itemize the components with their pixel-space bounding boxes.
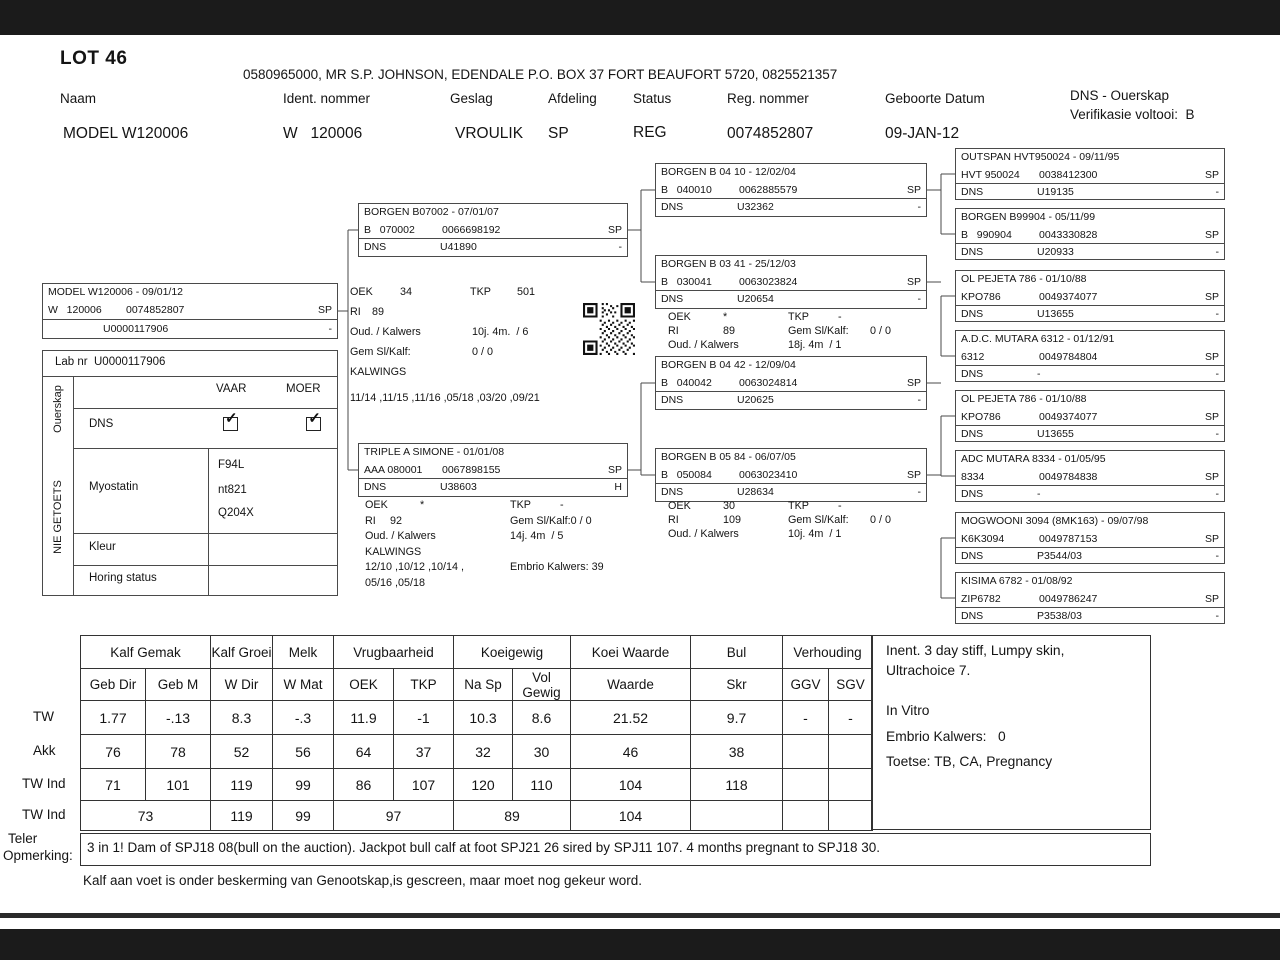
ggp6-sp-flag: SP <box>1204 470 1219 483</box>
ggp4-id: 6312 <box>961 350 985 363</box>
row-label-tw-ind: TW Ind <box>22 776 66 791</box>
cell: 97 <box>334 801 454 831</box>
sire-number: 0066698192 <box>442 223 501 236</box>
ggp3-number: 0049374077 <box>1039 290 1098 303</box>
lab-panel <box>42 350 338 596</box>
ri-label: RI <box>365 514 376 527</box>
pedigree-box-gp1 <box>655 163 927 217</box>
cell: 56 <box>273 735 334 769</box>
oek-value: 30 <box>723 500 736 512</box>
oud-kalwers-value: 18j. 4m / 1 <box>788 339 842 351</box>
cell <box>783 769 829 801</box>
pedigree-box-ggp6 <box>955 450 1225 502</box>
label-status: Status <box>633 91 672 106</box>
kalwings-dates-2: 05/16 ,05/18 <box>365 576 426 589</box>
vaar-dns-checkbox-checked-icon <box>223 410 238 431</box>
cell: 52 <box>211 735 273 769</box>
gp4-stats <box>668 500 898 542</box>
embrio-kalwers: Embrio Kalwers: 39 <box>510 561 604 573</box>
oud-kalwers-label: Oud. / Kalwers <box>668 339 739 351</box>
cell: 11.9 <box>334 701 394 735</box>
sire-sp-flag: SP <box>607 223 622 236</box>
dns-label: DNS <box>661 293 684 305</box>
animal-dash-flag: - <box>328 322 332 335</box>
cell: 46 <box>571 735 691 769</box>
label-dns-ouerskap: DNS - Ouerskap <box>1070 88 1170 103</box>
oek-label: OEK <box>668 311 691 323</box>
myostatin-label: Myostatin <box>89 481 139 493</box>
label-geslag: Geslag <box>450 91 493 106</box>
ggp3-id: KPO786 <box>961 290 1001 303</box>
gp1-dns-value: U32362 <box>737 201 774 213</box>
oud-kalwers-label: Oud. / Kalwers <box>365 530 436 542</box>
gp4-dns-value: U28634 <box>737 486 774 498</box>
gp2-dash-flag: - <box>917 293 921 305</box>
value-reg-nommer: 0074852807 <box>727 125 814 142</box>
dns-label: DNS <box>661 201 684 213</box>
dam-dns-value: U38603 <box>440 481 477 493</box>
ggp7-sp-flag: SP <box>1204 532 1219 545</box>
value-naam: MODEL W120006 <box>63 125 189 142</box>
gp3-dash-flag: - <box>917 394 921 406</box>
ggp1-number: 0038412300 <box>1039 168 1098 181</box>
pedigree-box-animal <box>42 283 338 339</box>
animal-id: W 120006 <box>48 304 102 316</box>
ggp8-dash-flag: - <box>1215 610 1219 622</box>
kalwings-dates-1: 12/10 ,10/12 ,10/14 , <box>365 561 465 573</box>
ggp6-id: 8334 <box>961 470 985 483</box>
ggp8-id: ZIP6782 <box>961 592 1001 605</box>
divider <box>43 376 337 377</box>
ggp3-dash-flag: - <box>1215 308 1219 320</box>
ggp5-dash-flag: - <box>1215 428 1219 440</box>
ggp7-dash-flag: - <box>1215 550 1219 562</box>
opmerking-label: Opmerking: <box>3 848 73 863</box>
dns-row-label: DNS <box>89 418 114 430</box>
ggp8-sp-flag: SP <box>1204 592 1219 605</box>
gp3-sp-flag: SP <box>906 376 921 389</box>
animal-number: 0074852807 <box>126 304 185 316</box>
animal-dns-value: U0000117906 <box>103 322 169 335</box>
bottom-rule <box>0 913 1280 918</box>
in-vitro-line: In Vitro <box>886 703 930 718</box>
oek-label: OEK <box>668 500 691 512</box>
ggp7-dns-value: P3544/03 <box>1037 550 1082 562</box>
gem-sl-kalf-value: 0 / 0 <box>870 514 892 526</box>
ggp4-name: A.D.C. MUTARA 6312 - 01/12/91 <box>961 333 1115 345</box>
group-koei-waarde: Koei Waarde <box>571 636 691 669</box>
ggp5-name: OL PEJETA 786 - 01/10/88 <box>961 393 1087 405</box>
gem-sl-kalf-label: Gem Sl/Kalf: <box>788 325 849 337</box>
value-geboorte-datum: 09-JAN-12 <box>885 125 960 142</box>
kleur-label: Kleur <box>89 541 116 553</box>
gp3-dns-value: U20625 <box>737 394 774 406</box>
divider <box>73 533 337 534</box>
oud-kalwers-value: 10j. 4m. / 6 <box>472 326 529 338</box>
cell: 1.77 <box>81 701 146 735</box>
cell: 99 <box>273 801 334 831</box>
cell: - <box>783 701 829 735</box>
teler-remark-box <box>80 833 1151 866</box>
myostatin-value-3: Q204X <box>218 507 254 519</box>
ggp6-number: 0049784838 <box>1039 470 1098 483</box>
group-koeigewig: Koeigewig <box>454 636 571 669</box>
group-verhouding: Verhouding <box>783 636 873 669</box>
cell <box>783 735 829 769</box>
pedigree-box-gp3 <box>655 356 927 410</box>
myostatin-value-1: F94L <box>218 459 245 471</box>
ri-value: 92 <box>390 514 403 527</box>
ggp1-name: OUTSPAN HVT950024 - 09/11/95 <box>961 151 1120 163</box>
label-geboorte-datum: Geboorte Datum <box>885 91 985 106</box>
tkp-value: - <box>838 500 842 512</box>
col-sgv: SGV <box>829 669 873 701</box>
ggp1-sp-flag: SP <box>1204 168 1219 181</box>
dns-label: DNS <box>961 308 984 320</box>
cell: 76 <box>81 735 146 769</box>
gem-sl-kalf-label: Gem Sl/Kalf: <box>788 514 849 526</box>
cell: 71 <box>81 769 146 801</box>
pedigree-box-gp4 <box>655 448 927 502</box>
value-afdeling: SP <box>548 125 569 142</box>
vaar-label: VAAR <box>216 383 247 395</box>
cell: 110 <box>513 769 571 801</box>
ri-label: RI <box>668 325 679 337</box>
cell <box>829 769 873 801</box>
ggp6-name: ADC MUTARA 8334 - 01/05/95 <box>961 453 1106 465</box>
ggp2-dns-value: U20933 <box>1037 246 1074 258</box>
group-bul: Bul <box>691 636 783 669</box>
cell: 9.7 <box>691 701 783 735</box>
cell: 78 <box>146 735 211 769</box>
ggp8-dns-value: P3538/03 <box>1037 610 1082 622</box>
pedigree-box-ggp7 <box>955 512 1225 564</box>
label-naam: Naam <box>60 91 97 106</box>
oek-label: OEK <box>350 286 373 298</box>
dam-h-flag: H <box>614 481 622 493</box>
ggp2-number: 0043330828 <box>1039 228 1098 241</box>
gp4-dash-flag: - <box>917 486 921 498</box>
moer-label: MOER <box>286 383 321 395</box>
ri-label: RI <box>668 514 679 526</box>
pedigree-box-gp2 <box>655 255 927 309</box>
cell: 73 <box>81 801 211 831</box>
check-icon: ✓ <box>308 410 321 427</box>
dns-label: DNS <box>961 186 984 198</box>
gp4-name: BORGEN B 05 84 - 06/07/05 <box>661 451 796 463</box>
gp2-name: BORGEN B 03 41 - 25/12/03 <box>661 258 796 270</box>
cell: 8.6 <box>513 701 571 735</box>
sire-dns-value: U41890 <box>440 241 477 253</box>
tw-ind-row <box>81 769 873 801</box>
ggp2-dash-flag: - <box>1215 246 1219 258</box>
ggp3-sp-flag: SP <box>1204 290 1219 303</box>
tkp-label: TKP <box>788 311 809 323</box>
teler-label: Teler <box>8 831 38 846</box>
cell <box>691 801 783 831</box>
ggp1-dash-flag: - <box>1215 186 1219 198</box>
oek-value: * <box>723 311 728 323</box>
divider <box>208 448 209 595</box>
pedigree-box-sire <box>358 203 628 257</box>
gp3-id: B 040042 <box>661 376 712 389</box>
ggp1-id: HVT 950024 <box>961 168 1020 181</box>
kalwings-label: KALWINGS <box>350 366 407 378</box>
cell: - <box>829 701 873 735</box>
sire-id: B 070002 <box>364 223 415 236</box>
cell: 89 <box>454 801 571 831</box>
cell: 120 <box>454 769 513 801</box>
cell: -.3 <box>273 701 334 735</box>
tkp-value: - <box>838 311 842 323</box>
animal-name: MODEL W120006 - 09/01/12 <box>48 286 184 298</box>
ri-value: 89 <box>372 306 385 318</box>
ggp8-number: 0049786247 <box>1039 592 1098 605</box>
cell: -.13 <box>146 701 211 735</box>
col-na-sp: Na Sp <box>454 669 513 701</box>
tkp-label: TKP <box>788 500 809 512</box>
col-oek: OEK <box>334 669 394 701</box>
nie-getoets-vertical-label: NIE GETOETS <box>52 480 64 554</box>
ggp1-dns-value: U19135 <box>1037 186 1074 198</box>
tkp-value: - <box>560 499 564 511</box>
pedigree-box-dam <box>358 443 628 497</box>
oud-kalwers-value: 14j. 4m / 5 <box>510 530 564 542</box>
ggp7-id: K6K3094 <box>961 532 1005 545</box>
value-ident-nommer: W 120006 <box>283 125 363 142</box>
dam-id: AAA 080001 <box>364 463 423 476</box>
oek-label: OEK <box>365 499 388 511</box>
gp2-number: 0063023824 <box>739 275 798 288</box>
ebv-table-wrap <box>80 635 873 831</box>
group-vrugbaarheid: Vrugbaarheid <box>334 636 454 669</box>
inent-line-2: Ultrachoice 7. <box>886 663 971 678</box>
akk-row <box>81 735 873 769</box>
lab-nr: Lab nr U0000117906 <box>55 356 166 368</box>
ggp5-number: 0049374077 <box>1039 410 1098 423</box>
lot-title: LOT 46 <box>60 48 128 69</box>
info-panel <box>871 635 1151 830</box>
ggp3-dns-value: U13655 <box>1037 308 1074 320</box>
dns-label: DNS <box>961 550 984 562</box>
ggp7-name: MOGWOONI 3094 (8MK163) - 09/07/98 <box>961 515 1149 527</box>
oud-kalwers-value: 10j. 4m / 1 <box>788 528 842 540</box>
gp1-sp-flag: SP <box>906 183 921 196</box>
inent-line-1: Inent. 3 day stiff, Lumpy skin, <box>886 643 1065 658</box>
label-ident-nommer: Ident. nommer <box>283 91 371 106</box>
cell <box>829 735 873 769</box>
tkp-label: TKP <box>510 499 531 511</box>
embrio-kalwers-line: Embrio Kalwers: 0 <box>886 729 1006 744</box>
animal-sp-flag: SP <box>317 304 332 316</box>
cell <box>783 801 829 831</box>
ri-label: RI <box>350 306 361 318</box>
cell: 99 <box>273 769 334 801</box>
cell: 119 <box>211 769 273 801</box>
gem-sl-kalf-value: 0 / 0 <box>870 325 892 337</box>
dam-number: 0067898155 <box>442 463 501 476</box>
divider <box>73 565 337 566</box>
col-w-mat: W Mat <box>273 669 334 701</box>
top-black-bar <box>0 0 1280 35</box>
cell: 38 <box>691 735 783 769</box>
dns-label: DNS <box>364 481 387 493</box>
cell: -1 <box>394 701 454 735</box>
col-w-dir: W Dir <box>211 669 273 701</box>
group-kalf-gemak: Kalf Gemak <box>81 636 211 669</box>
label-verifikasie: Verifikasie voltooi: B <box>1070 107 1195 122</box>
sire-name: BORGEN B07002 - 07/01/07 <box>364 206 499 218</box>
ggp5-dns-value: U13655 <box>1037 428 1074 440</box>
ggp6-dns-value: - <box>1037 488 1041 500</box>
gem-sl-kalf-value: 0 / 0 <box>472 346 494 358</box>
ggp2-sp-flag: SP <box>1204 228 1219 241</box>
oud-kalwers-label: Oud. / Kalwers <box>668 528 739 540</box>
cell: 32 <box>454 735 513 769</box>
ggp4-number: 0049784804 <box>1039 350 1098 363</box>
gp1-id: B 040010 <box>661 183 712 196</box>
pedigree-box-ggp8 <box>955 572 1225 624</box>
gp1-dash-flag: - <box>917 201 921 213</box>
value-geslag: VROULIK <box>455 125 524 142</box>
ggp6-dash-flag: - <box>1215 488 1219 500</box>
dam-name: TRIPLE A SIMONE - 01/01/08 <box>364 446 505 458</box>
bottom-black-bar <box>0 929 1280 960</box>
seller-line: 0580965000, MR S.P. JOHNSON, EDENDALE P.O. BOX 37 FORT BEAUFORT 5720, 0825521357 <box>243 67 838 82</box>
gp2-dns-value: U20654 <box>737 293 774 305</box>
cell: 64 <box>334 735 394 769</box>
ggp5-id: KPO786 <box>961 410 1001 423</box>
gem-sl-kalf-label: Gem Sl/Kalf: <box>510 514 571 527</box>
gem-sl-kalf-label: Gem Sl/Kalf: <box>350 346 411 358</box>
cell: 37 <box>394 735 454 769</box>
cell: 10.3 <box>454 701 513 735</box>
dns-label: DNS <box>961 246 984 258</box>
cell: 30 <box>513 735 571 769</box>
toetse-line: Toetse: TB, CA, Pregnancy <box>886 754 1053 769</box>
qr-code <box>583 303 635 355</box>
dam-sp-flag: SP <box>607 463 622 476</box>
oud-kalwers-label: Oud. / Kalwers <box>350 326 421 338</box>
divider <box>73 448 337 449</box>
footer-note: Kalf aan voet is onder beskerming van Genootskap,is gescreen, maar moet nog gekeur word. <box>83 873 643 888</box>
label-afdeling: Afdeling <box>548 91 597 106</box>
col-ggv: GGV <box>783 669 829 701</box>
cell: 104 <box>571 769 691 801</box>
ri-value: 109 <box>723 514 742 526</box>
gp1-name: BORGEN B 04 10 - 12/02/04 <box>661 166 796 178</box>
kalwings-label: KALWINGS <box>365 545 422 558</box>
ggp5-sp-flag: SP <box>1204 410 1219 423</box>
ggp2-id: B 990904 <box>961 228 1012 241</box>
col-tkp: TKP <box>394 669 454 701</box>
gp3-name: BORGEN B 04 42 - 12/09/04 <box>661 359 796 371</box>
cell: 8.3 <box>211 701 273 735</box>
col-skr: Skr <box>691 669 783 701</box>
myostatin-value-2: nt821 <box>218 484 247 496</box>
ggp2-name: BORGEN B99904 - 05/11/99 <box>961 211 1096 223</box>
dns-label: DNS <box>961 428 984 440</box>
group-kalf-groei: Kalf Groei <box>211 636 273 669</box>
dam-stats <box>365 499 640 592</box>
col-vol-gewig: Vol Gewig <box>513 669 571 701</box>
dns-label: DNS <box>364 241 387 253</box>
label-reg-nommer: Reg. nommer <box>727 91 809 106</box>
tkp-label: TKP <box>470 286 491 298</box>
row-label-akk: Akk <box>33 743 56 758</box>
divider <box>73 408 337 409</box>
dns-label: DNS <box>661 394 684 406</box>
row-label-tw: TW <box>33 709 54 724</box>
col-geb-dir: Geb Dir <box>81 669 146 701</box>
ebv-table <box>80 635 873 831</box>
cell: 107 <box>394 769 454 801</box>
cell: 101 <box>146 769 211 801</box>
group-melk: Melk <box>273 636 334 669</box>
cell: 86 <box>334 769 394 801</box>
row-label-tw-ind-2: TW Ind <box>22 807 66 822</box>
ggp7-number: 0049787153 <box>1039 532 1098 545</box>
ggp8-name: KISIMA 6782 - 01/08/92 <box>961 575 1073 587</box>
dns-label: DNS <box>961 610 984 622</box>
pedigree-box-ggp1 <box>955 148 1225 200</box>
cell: 104 <box>571 801 691 831</box>
gp2-stats <box>668 311 898 353</box>
gp4-id: B 050084 <box>661 468 712 481</box>
gp3-number: 0063024814 <box>739 376 798 389</box>
gem-sl-kalf-value: 0 / 0 <box>570 514 592 527</box>
ggp4-dns-value: - <box>1037 368 1041 380</box>
gp2-id: B 030041 <box>661 275 712 288</box>
cell: 118 <box>691 769 783 801</box>
cell: 119 <box>211 801 273 831</box>
tw-row <box>81 701 873 735</box>
sire-dash-flag: - <box>618 241 622 253</box>
gp1-number: 0062885579 <box>739 183 798 196</box>
gp2-sp-flag: SP <box>906 275 921 288</box>
pedigree-box-ggp5 <box>955 390 1225 442</box>
ggp4-dash-flag: - <box>1215 368 1219 380</box>
col-geb-m: Geb M <box>146 669 211 701</box>
horing-status-label: Horing status <box>89 572 157 584</box>
col-waarde: Waarde <box>571 669 691 701</box>
ggp3-name: OL PEJETA 786 - 01/10/88 <box>961 273 1087 285</box>
pedigree-box-ggp3 <box>955 270 1225 322</box>
pedigree-box-ggp4 <box>955 330 1225 382</box>
value-status: REG <box>633 124 667 141</box>
pedigree-box-ggp2 <box>955 208 1225 260</box>
check-icon: ✓ <box>225 410 238 427</box>
gp4-sp-flag: SP <box>906 468 921 481</box>
oek-value: 34 <box>400 286 413 298</box>
cell: 21.52 <box>571 701 691 735</box>
teler-remark-text: 3 in 1! Dam of SPJ18 08(bull on the auction). Jackpot bull calf at foot SPJ21 26 sired by SPJ11 107. 4 months pregnant to SPJ18 30. <box>87 840 880 855</box>
moer-dns-checkbox-checked-icon <box>306 410 321 431</box>
kalwings-dates: 11/14 ,11/15 ,11/16 ,05/18 ,03/20 ,09/21 <box>350 392 540 404</box>
cell <box>829 801 873 831</box>
gp4-number: 0063023410 <box>739 468 798 481</box>
tkp-value: 501 <box>517 286 536 298</box>
dns-label: DNS <box>961 368 984 380</box>
tw-ind-group-row <box>81 801 873 831</box>
oek-value: * <box>420 499 425 511</box>
dns-label: DNS <box>661 486 684 498</box>
ouerskap-vertical-label: Ouerskap <box>52 385 64 433</box>
ri-value: 89 <box>723 325 736 337</box>
ggp4-sp-flag: SP <box>1204 350 1219 363</box>
dns-label: DNS <box>961 488 984 500</box>
